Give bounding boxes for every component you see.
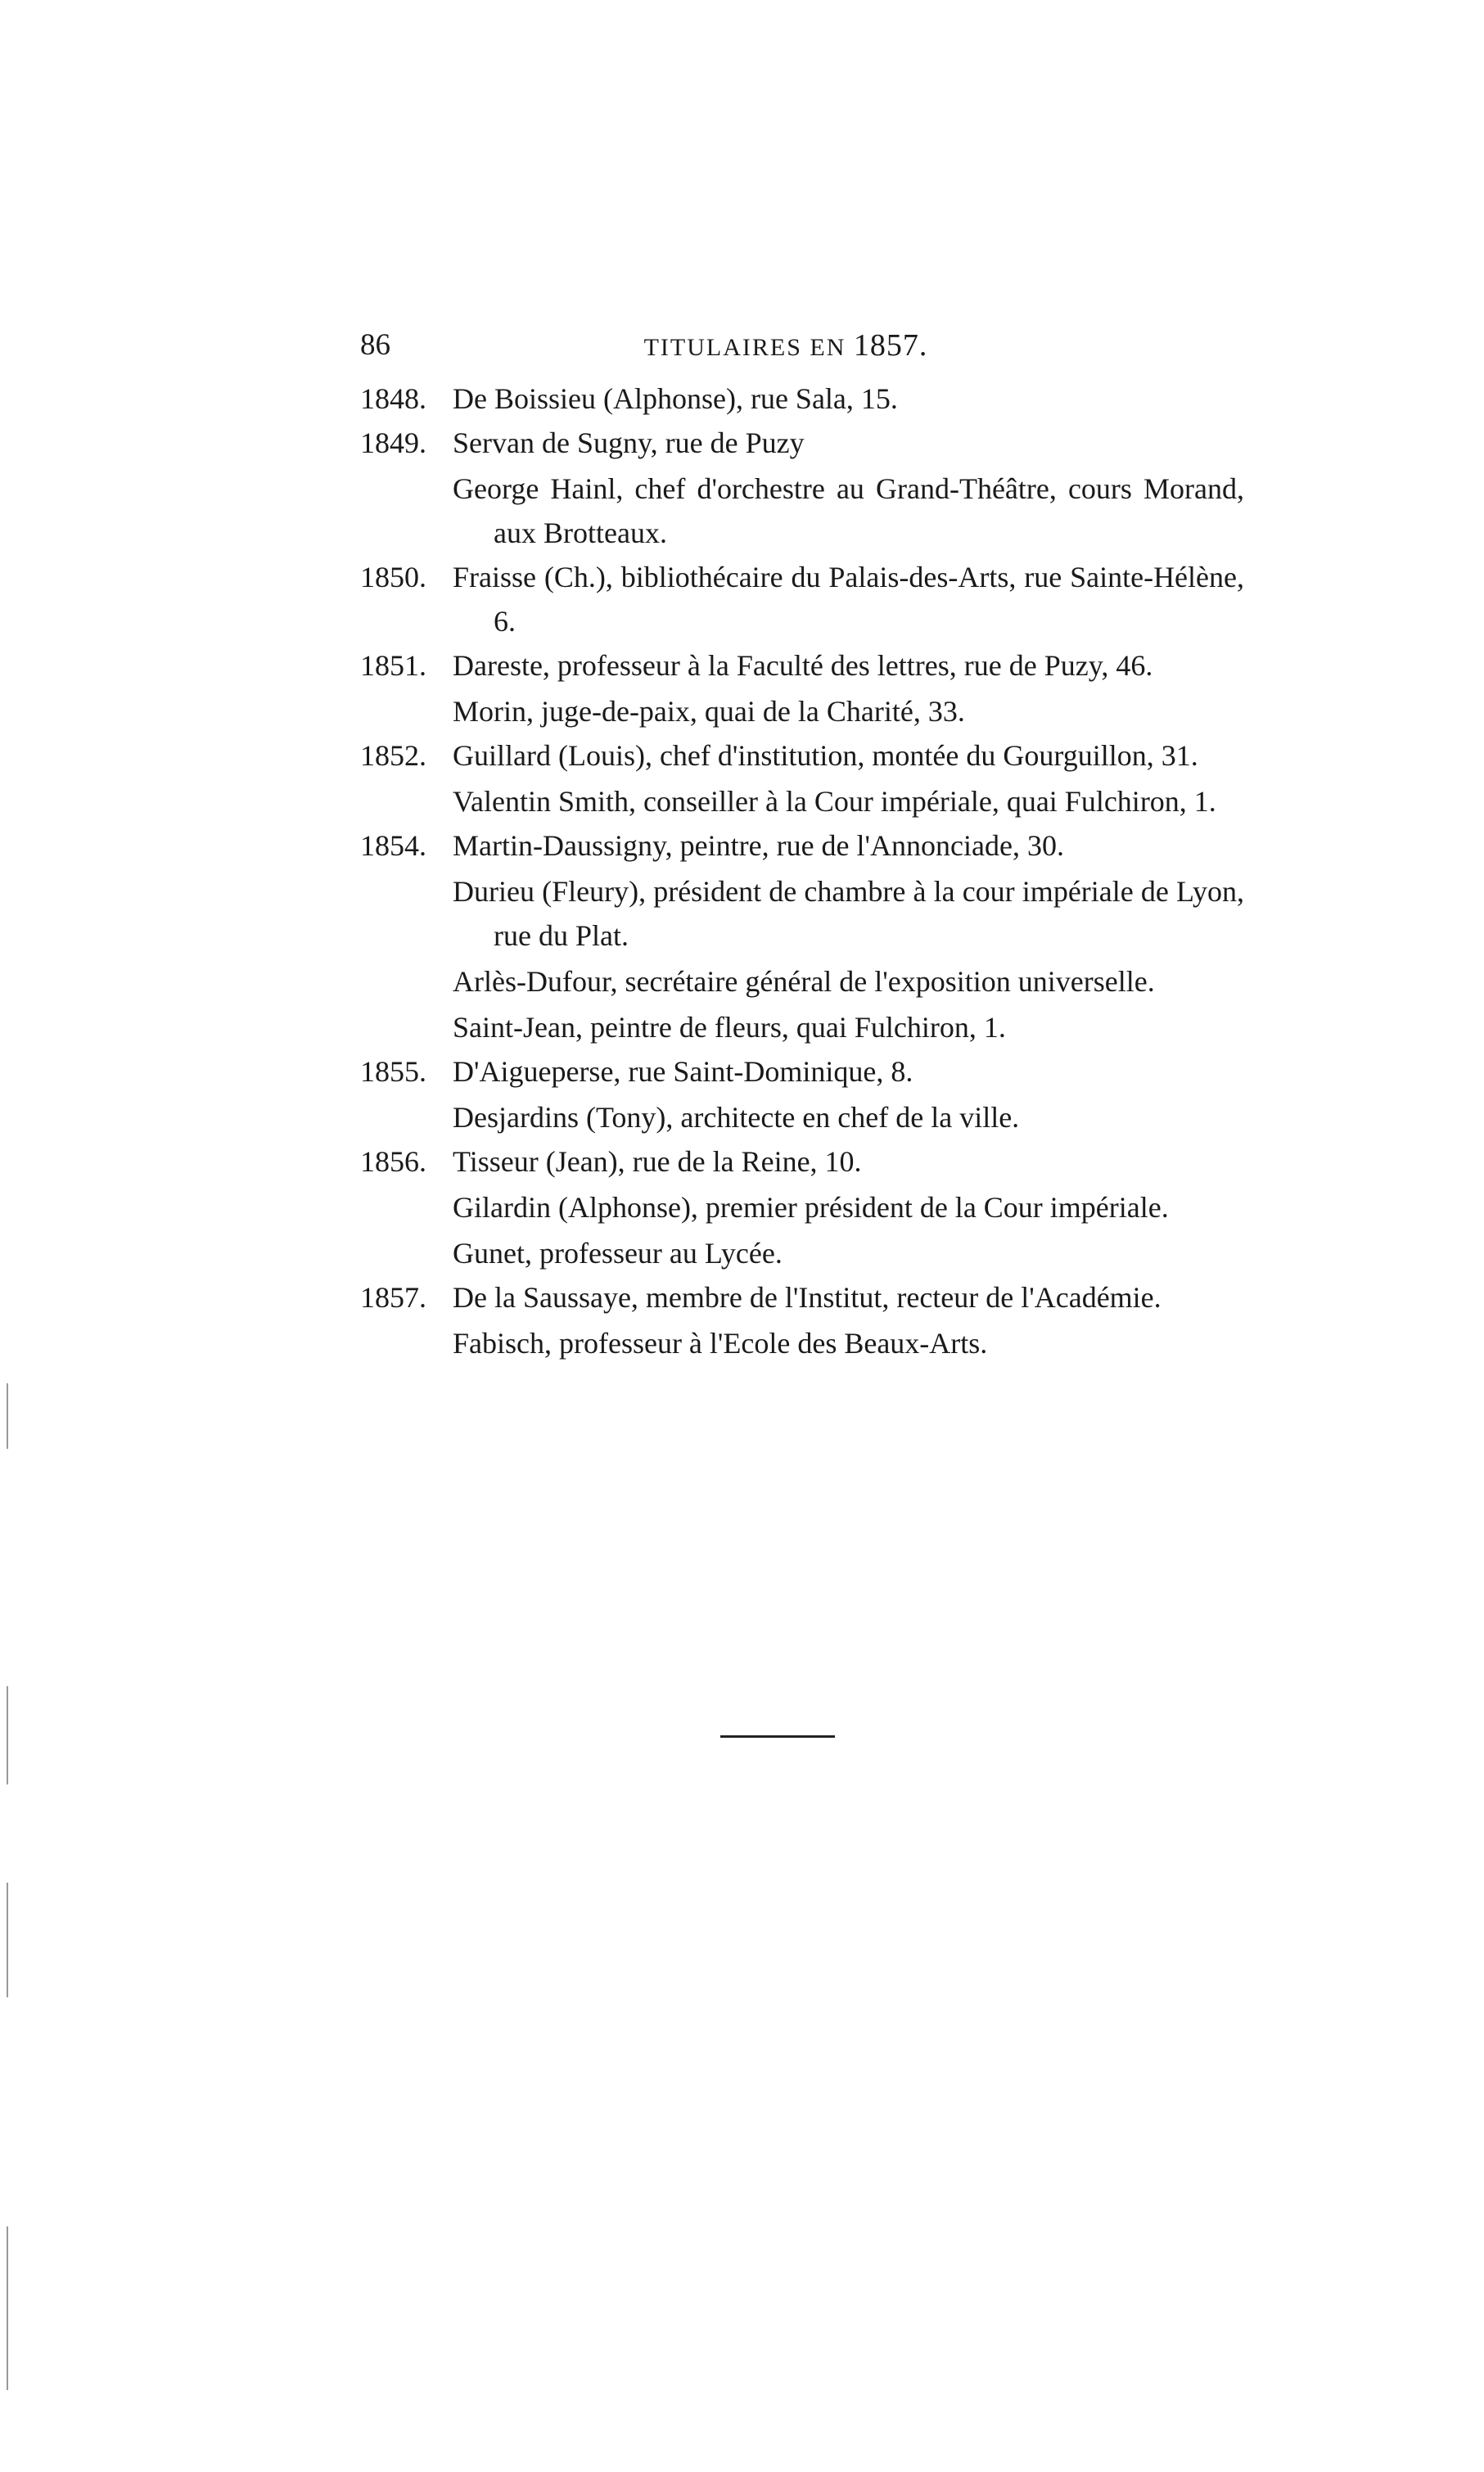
scan-margin-line <box>7 1883 8 1997</box>
year-group-1854 <box>360 823 1244 1049</box>
scan-margin-line <box>7 2226 8 2390</box>
running-head-title: TITULAIRES EN <box>643 334 846 361</box>
entry: Gunet, professeur au Lycée. <box>453 1237 783 1270</box>
entry: Servan de Sugny, rue de Puzy <box>453 426 805 459</box>
entry: De la Saussaye, membre de l'Institut, recteur de l'Académie. <box>453 1281 1161 1314</box>
year-group-1852 <box>360 733 1244 823</box>
entry: Durieu (Fleury), président de chambre à la cour impériale de Lyon, rue du Plat. <box>453 875 1244 952</box>
year-group-1850 <box>360 555 1244 643</box>
entry: Morin, juge-de-paix, quai de la Charité, 33. <box>453 695 965 728</box>
scan-margin-line <box>7 1686 8 1784</box>
page-number: 86 <box>360 328 390 362</box>
entry: Valentin Smith, conseiller à la Cour impériale, quai Fulchiron, 1. <box>453 785 1216 818</box>
entry: Tisseur (Jean), rue de la Reine, 10. <box>453 1145 862 1178</box>
year-group-1855 <box>360 1049 1244 1139</box>
entry-year: 1852. <box>360 739 426 772</box>
entry: George Hainl, chef d'orchestre au Grand-Théâtre, cours Morand, aux Brotteaux. <box>453 472 1244 549</box>
year-group-1848 <box>360 377 1244 421</box>
entry: Dareste, professeur à la Faculté des lettres, rue de Puzy, 46. <box>453 649 1153 682</box>
entry-year: 1856. <box>360 1145 426 1178</box>
end-rule <box>720 1735 835 1738</box>
entry: Saint-Jean, peintre de fleurs, quai Fulchiron, 1. <box>453 1011 1006 1044</box>
entry-year: 1857. <box>360 1281 426 1314</box>
entry: D'Aigueperse, rue Saint-Dominique, 8. <box>453 1055 913 1088</box>
entry-year: 1855. <box>360 1055 426 1088</box>
entry-year: 1851. <box>360 649 426 682</box>
year-group-1851 <box>360 643 1244 733</box>
entry: Fraisse (Ch.), bibliothécaire du Palais-des-Arts, rue Sainte-Hélène, 6. <box>453 561 1244 638</box>
year-group-1849 <box>360 421 1244 555</box>
entry: De Boissieu (Alphonse), rue Sala, 15. <box>453 382 898 415</box>
titulaires-register <box>360 377 1244 1365</box>
entry-year: 1854. <box>360 829 426 862</box>
entry: Martin-Daussigny, peintre, rue de l'Annonciade, 30. <box>453 829 1064 862</box>
year-group-1857 <box>360 1275 1244 1365</box>
running-head-year: 1857. <box>853 328 928 363</box>
entry: Fabisch, professeur à l'Ecole des Beaux-Arts. <box>453 1327 988 1360</box>
page-header <box>360 327 1244 368</box>
entry-year: 1850. <box>360 561 426 593</box>
entry: Desjardins (Tony), architecte en chef de la ville. <box>453 1101 1020 1134</box>
entry: Arlès-Dufour, secrétaire général de l'exposition universelle. <box>453 965 1155 998</box>
year-group-1856 <box>360 1139 1244 1275</box>
running-head <box>360 327 1211 363</box>
scan-margin-line <box>7 1383 8 1449</box>
entry-year: 1848. <box>360 382 426 415</box>
entry-year: 1849. <box>360 426 426 459</box>
entry: Guillard (Louis), chef d'institution, montée du Gourguillon, 31. <box>453 739 1198 772</box>
entry: Gilardin (Alphonse), premier président de la Cour impériale. <box>453 1191 1169 1224</box>
